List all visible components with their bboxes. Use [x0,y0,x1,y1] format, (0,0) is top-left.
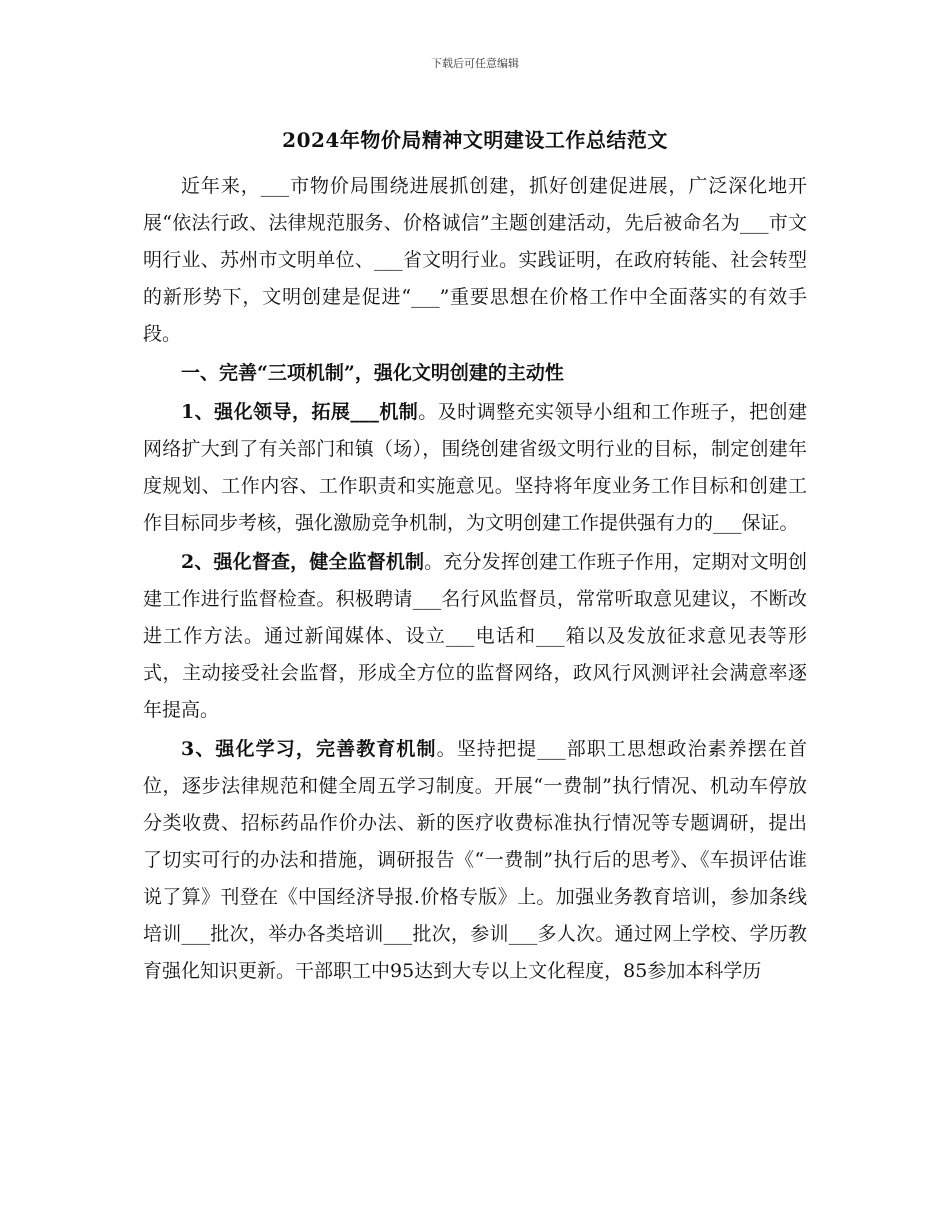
header-note: 下载后可任意编辑 [431,57,519,70]
paragraph-1-body: 。及时调整充实领导小组和工作班子，把创建网络扩大到了有关部门和镇（场），围绕创建省级文明行业的目标，制定创建年度规划、工作内容、工作职责和实施意见。坚持将年度业务工作目标和创建工作目标同步考核，强化激励竞争机制，为文明创建工作提供强有力的___保证。 [143,401,807,534]
paragraph-1-lead: 1、强化领导，拓展___机制 [181,401,419,423]
intro-paragraph: 近年来，___市物价局围绕进展抓创建，抓好创建促进展，广泛深化地开展“依法行政、法律规范服务、价格诚信”主题创建活动，先后被命名为___市文明行业、苏州市文明单位、___省文明行业。实践证明，在政府转能、社会转型的新形势下，文明创建是促进“___”重要思想在价格工作中全面落实的有效手段。 [143,175,807,345]
paragraph-1 [143,394,807,542]
section-heading-1: 一、完善“三项机制”，强化文明创建的主动性 [181,362,564,384]
paragraph-3 [143,731,807,990]
paragraph-2-lead: 2、强化督查，健全监督机制 [181,551,425,573]
paragraph-2 [143,544,807,729]
document-title: 2024年物价局精神文明建设工作总结范文 [282,128,668,152]
paragraph-3-body: 。坚持把提___部职工思想政治素养摆在首位，逐步法律规范和健全周五学习制度。开展“一费制”执行情况、机动车停放分类收费、招标药品作价办法、新的医疗收费标准执行情况等专题调研，提出了切实可行的办法和措施，调研报告《“一费制”执行后的思考》、《车损评估谁说了算》刊登在《中国经济导报.价格专版》上。加强业务教育培训，参加条线培训___批次，举办各类培训___批次，参训___多人次。通过网上学校、学历教育强化知识更新。干部职工中95达到大专以上文化程度，85参加本科学历 [143,738,807,982]
paragraph-2-body: 。充分发挥创建工作班子作用，定期对文明创建工作进行监督检查。积极聘请___名行风监督员，常常听取意见建议，不断改进工作方法。通过新闻媒体、设立___电话和___箱以及发放征求意见表等形式，主动接受社会监督，形成全方位的监督网络，政风行风测评社会满意率逐年提高。 [143,551,807,721]
document-body [143,168,807,992]
paragraph-3-lead: 3、强化学习，完善教育机制 [181,738,437,760]
